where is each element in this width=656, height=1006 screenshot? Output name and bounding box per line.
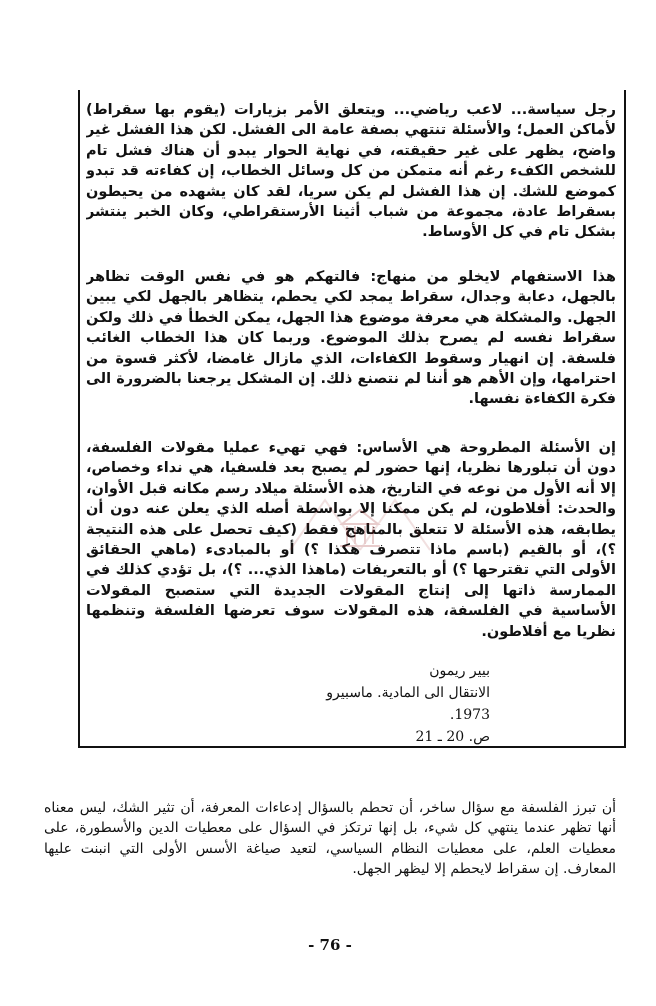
body-paragraph: أن تبرز الفلسفة مع سؤال ساخر، أن تحطم بالسؤال إدعاءات المعرفة، أن تثير الشك، ليس معناه أنها تظهر عندما ينتهي كل شيء، بل إنها ترتكز في السؤال على معطيات الدين والأسطورة، على معطيات العلم، على معطيات النظام السياسي، لتعيد صياغة الأسس الأولى التي انبنت عليها المعارف. إن سقراط لايحطم إلا ليظهر الجهل. bbox=[44, 800, 616, 878]
reference-source: الانتقال الى المادية. ماسبيرو 1973. bbox=[326, 685, 490, 723]
body-text bbox=[44, 798, 616, 880]
reference-pages: ص. 20 ـ 21 bbox=[415, 729, 490, 745]
quote-paragraph-1: رجل سياسة... لاعب رياضي... ويتعلق الأمر بزيارات (يقوم بها سقراط) لأماكن العمل؛ والأسئلة تنتهي بصفة عامة الى الفشل. لكن هذا الفشل غير واضح، يظهر على غير حقيقته، في نهاية الحوار يبدو أن هناك فشل تام للشخص الكفء رغم أنه متمكن من كل وسائل الخطاب، إن كفاءته قد تبدو كموضع للشك. إن هذا الفشل لم يكن سريا، لقد كان يشهده من يحيطون بسقراط عادة، مجموعة من شباب أثينا الأرستقراطي، وكان الخبر ينتشر بشكل تام في كل الأوساط. bbox=[86, 102, 616, 241]
reference-author: بيير ريمون bbox=[429, 663, 490, 679]
quote-box bbox=[86, 100, 616, 663]
quote-paragraph-3: إن الأسئلة المطروحة هي الأساس: فهي تهيء عمليا مقولات الفلسفة، دون أن تبلورها نظريا، إنها حضور لم يصبح بعد فلسفيا، هي نداء وخصاص، إلا أنه الأول من نوعه في التاريخ، هذه الأسئلة ميلاد رسم مكانه قبل الأوان، والحدث: أفلاطون، لم يكن ممكنا إلا بواسطة أصله الذي يعلن عنه دون أن يطابقه، هذه الأسئلة لا تتعلق بالمناهج فقط (كيف تحصل على هذه النتيجة ؟)، أو بالقيم (باسم ماذا تتصرف هكذا ؟) أو بالمبادىء (ماهي الحقائق الأولى التي تقترحها ؟) أو بالتعريفات (ماهذا الذي... ؟)، بل تؤدي كذلك في الممارسة ذاتها إلى إنتاج المقولات الجديدة التي ستصبح المقولات الأساسية في الفلسفة، هذه المقولات سوف تعرضها الفلسفة وتنظمها نظريا مع أفلاطون. bbox=[86, 440, 616, 640]
quote-paragraph-2: هذا الاستفهام لايخلو من منهاج: فالتهكم هو في نفس الوقت تظاهر بالجهل، دعابة وجدال، سقراط يمجد لكي يحطم، يتظاهر بالجهل لكي يبين الجهل. والمشكلة هي معرفة موضوع هذا الجهل، يمكن الخطأ في ذلك ولكن سقراط نفسه لم يصرح بذلك الموضوع. وربما كان هذا الخطاب الغائب فلسفة. إن انهيار وسقوط الكفاءات، الذي مازال غامضا، لأكثر قسوة من احترامها، وإن الأهم هو أننا لم نتصنع ذلك. إن المشكل يرجعنا بالضرورة الى فكرة الكفاءة نفسها. bbox=[86, 269, 616, 408]
quote-reference bbox=[300, 660, 490, 748]
page-number: - 76 - bbox=[308, 936, 352, 954]
